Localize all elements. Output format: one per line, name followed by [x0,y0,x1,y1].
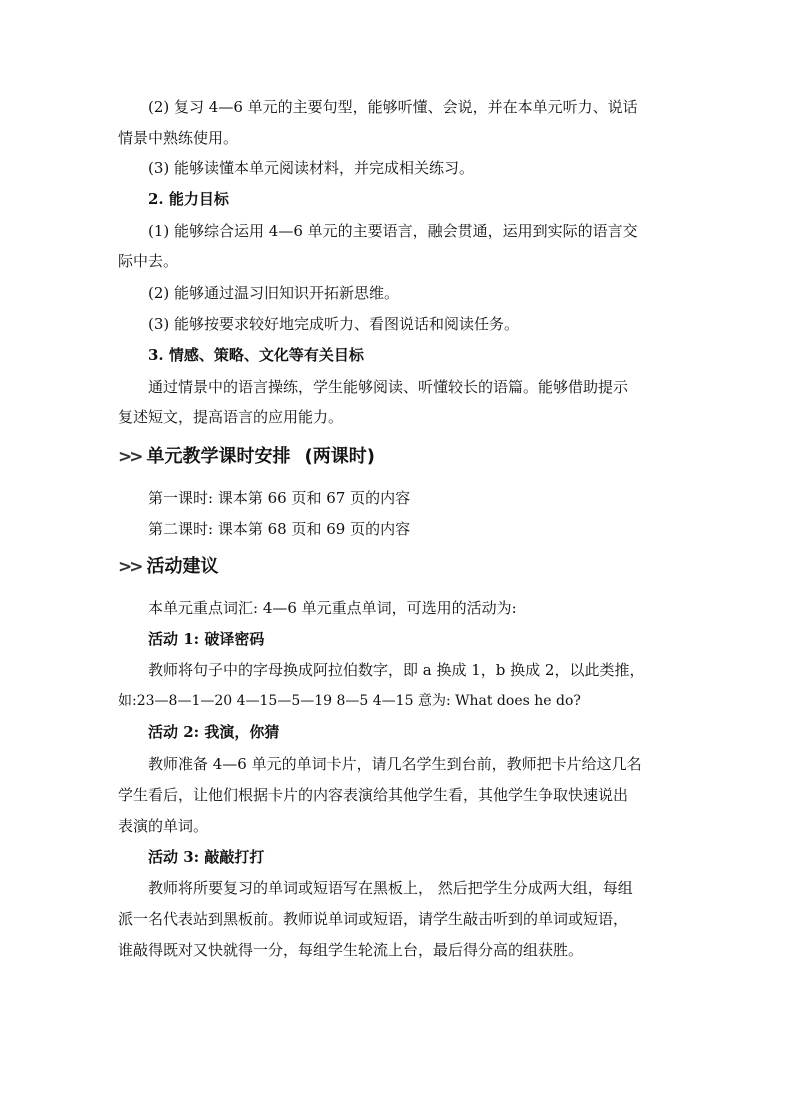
section-heading-activities [118,552,219,582]
text-line: (1) 能够综合运用 4—6 单元的主要语言，融会贯通，运用到实际的语言交 [148,222,638,240]
text-line: (2) 能够通过温习旧知识开拓新思维。 [148,284,400,302]
activity-title: 活动 3: 敲敲打打 [148,848,265,866]
text-line: 教师将句子中的字母换成阿拉伯数字，即 a 换成 1，b 换成 2，以此类推， [148,661,645,679]
text-line: 教师将所要复习的单词或短语写在黑板上， 然后把学生分成两大组，每组 [148,879,633,897]
text-line: (3) 能够按要求较好地完成听力、看图说话和阅读任务。 [148,315,520,333]
heading-text: 单元教学课时安排 [146,446,291,467]
text-line: 通过情景中的语言操练，学生能够阅读、听懂较长的语篇。能够借助提示 [148,378,629,396]
text-line: 际中去。 [118,252,179,270]
heading-subtext: (两课时) [304,446,375,467]
double-chevron-icon: >> [118,447,141,467]
activity-title: 活动 2: 我演，你猜 [148,723,280,741]
text-line: 第二课时: 课本第 68 页和 69 页的内容 [148,520,411,538]
section-heading-schedule [118,442,375,472]
text-line: 第一课时: 课本第 66 页和 67 页的内容 [148,489,411,507]
text-line: 情景中熟练使用。 [118,129,239,147]
text-line: 谁敲得既对又快就得一分，每组学生轮流上台，最后得分高的组获胜。 [118,941,584,959]
activity-title: 活动 1: 破译密码 [148,630,265,648]
text-line: 派一名代表站到黑板前。教师说单词或短语，请学生敲击听到的单词或短语， [118,910,629,928]
text-line: (2) 复习 4—6 单元的主要句型，能够听懂、会说，并在本单元听力、说话 [148,98,638,116]
text-line: 表演的单词。 [118,817,209,835]
text-line: 学生看后，让他们根据卡片的内容表演给其他学生看，其他学生争取快速说出 [118,786,629,804]
heading-text: 活动建议 [146,556,219,577]
text-line: 本单元重点词汇: 4—6 单元重点单词，可选用的活动为: [148,599,517,617]
text-line: 如:23—8—1—20 4—15—5—19 8—5 4—15 意为: What does he do? [118,693,581,709]
text-line: (3) 能够读懂本单元阅读材料，并完成相关练习。 [148,159,475,177]
text-line: 复述短文，提高语言的应用能力。 [118,408,344,426]
double-chevron-icon: >> [118,557,141,577]
subheading: 2. 能力目标 [148,190,229,208]
text-line: 教师准备 4—6 单元的单词卡片，请几名学生到台前，教师把卡片给这几名 [148,755,642,773]
subheading: 3. 情感、策略、文化等有关目标 [148,346,364,364]
